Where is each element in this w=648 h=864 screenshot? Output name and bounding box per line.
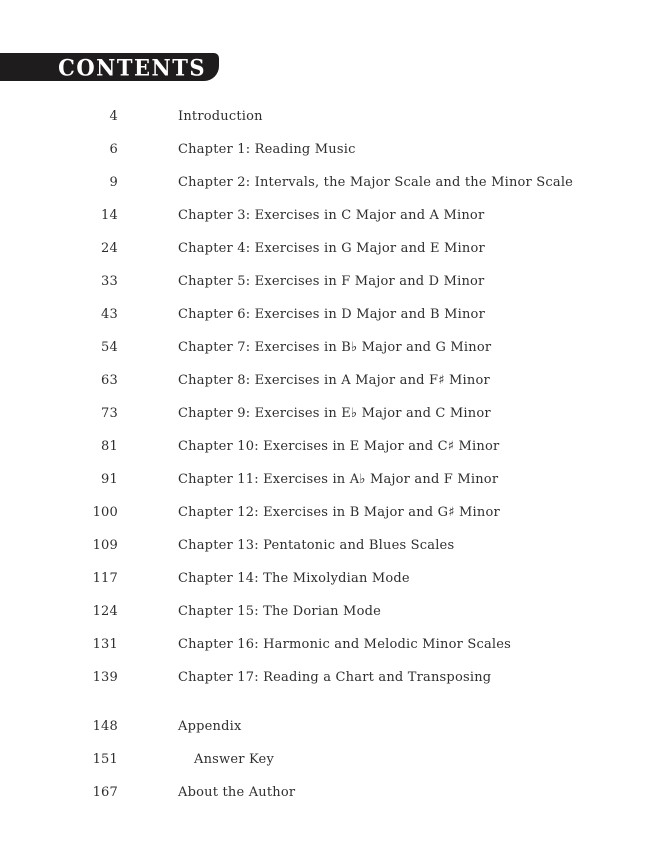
toc-entry-title: Chapter 3: Exercises in C Major and A Minor xyxy=(178,208,485,223)
toc-entry-title: Chapter 15: The Dorian Mode xyxy=(178,604,382,619)
toc-entry-title: Chapter 14: The Mixolydian Mode xyxy=(178,571,410,586)
toc-entry-title: About the Author xyxy=(178,785,296,800)
toc-entry-title: Answer Key xyxy=(194,752,274,767)
toc-page-number: 63 xyxy=(101,373,118,388)
toc-page-number: 33 xyxy=(101,274,118,289)
toc-entry-title: Chapter 1: Reading Music xyxy=(178,142,356,157)
toc-entry-title: Appendix xyxy=(178,719,242,734)
toc-page-number: 91 xyxy=(101,472,118,487)
toc-entry xyxy=(0,661,648,694)
toc-entry xyxy=(0,496,648,529)
toc-entry-title: Chapter 11: Exercises in A♭ Major and F Minor xyxy=(178,472,499,487)
toc-page-number: 14 xyxy=(101,208,118,223)
toc-page-number: 43 xyxy=(101,307,118,322)
toc-entry xyxy=(0,100,648,133)
toc-entry xyxy=(0,166,648,199)
toc-entry xyxy=(0,562,648,595)
contents-banner xyxy=(0,53,219,81)
toc-entry xyxy=(0,265,648,298)
toc-entry-title: Chapter 17: Reading a Chart and Transposing xyxy=(178,670,492,685)
toc-entry xyxy=(0,397,648,430)
toc-page-number: 117 xyxy=(92,571,118,586)
toc-entry-title: Chapter 5: Exercises in F Major and D Minor xyxy=(178,274,485,289)
toc-page-number: 6 xyxy=(109,142,118,157)
toc-page-number: 9 xyxy=(109,175,118,190)
toc-entry xyxy=(0,628,648,661)
toc-entry-title: Chapter 4: Exercises in G Major and E Minor xyxy=(178,241,485,256)
toc-entry xyxy=(0,463,648,496)
toc-entry-title: Chapter 9: Exercises in E♭ Major and C Minor xyxy=(178,406,491,421)
toc-entry-title: Chapter 8: Exercises in A Major and F♯ Minor xyxy=(178,373,490,388)
toc-page-number: 54 xyxy=(101,340,118,355)
toc-entry xyxy=(0,710,648,743)
toc-entry-title: Chapter 10: Exercises in E Major and C♯ Minor xyxy=(178,439,500,454)
toc-entry xyxy=(0,776,648,809)
toc-page-number: 151 xyxy=(92,752,118,767)
toc-page-number: 124 xyxy=(92,604,118,619)
toc-entry xyxy=(0,133,648,166)
toc-page-number: 167 xyxy=(92,785,118,800)
toc-page-number: 4 xyxy=(109,109,118,124)
toc-page-number: 24 xyxy=(101,241,118,256)
toc-page-number: 139 xyxy=(92,670,118,685)
toc-page-number: 81 xyxy=(101,439,118,454)
toc-entry-title: Chapter 7: Exercises in B♭ Major and G Minor xyxy=(178,340,492,355)
toc-entry xyxy=(0,331,648,364)
toc-entry-title: Chapter 12: Exercises in B Major and G♯ Minor xyxy=(178,505,500,520)
toc-entry-title: Chapter 16: Harmonic and Melodic Minor Scales xyxy=(178,637,512,652)
toc-page-number: 109 xyxy=(92,538,118,553)
toc-entry xyxy=(0,743,648,776)
toc-entry xyxy=(0,430,648,463)
toc-entry xyxy=(0,529,648,562)
toc-entry-title: Chapter 2: Intervals, the Major Scale and the Minor Scale xyxy=(178,175,574,190)
toc-entry xyxy=(0,595,648,628)
toc-page-number: 131 xyxy=(92,637,118,652)
toc-entry xyxy=(0,199,648,232)
toc-entry-title: Chapter 6: Exercises in D Major and B Minor xyxy=(178,307,486,322)
toc-page-number: 148 xyxy=(92,719,118,734)
toc-entry-title: Introduction xyxy=(178,109,263,124)
toc-entry xyxy=(0,298,648,331)
toc-entry-title: Chapter 13: Pentatonic and Blues Scales xyxy=(178,538,455,553)
toc-list xyxy=(0,100,648,809)
toc-entry xyxy=(0,232,648,265)
contents-banner-title: CONTENTS xyxy=(58,53,206,81)
toc-page-number: 73 xyxy=(101,406,118,421)
toc-entry xyxy=(0,364,648,397)
toc-page-number: 100 xyxy=(92,505,118,520)
